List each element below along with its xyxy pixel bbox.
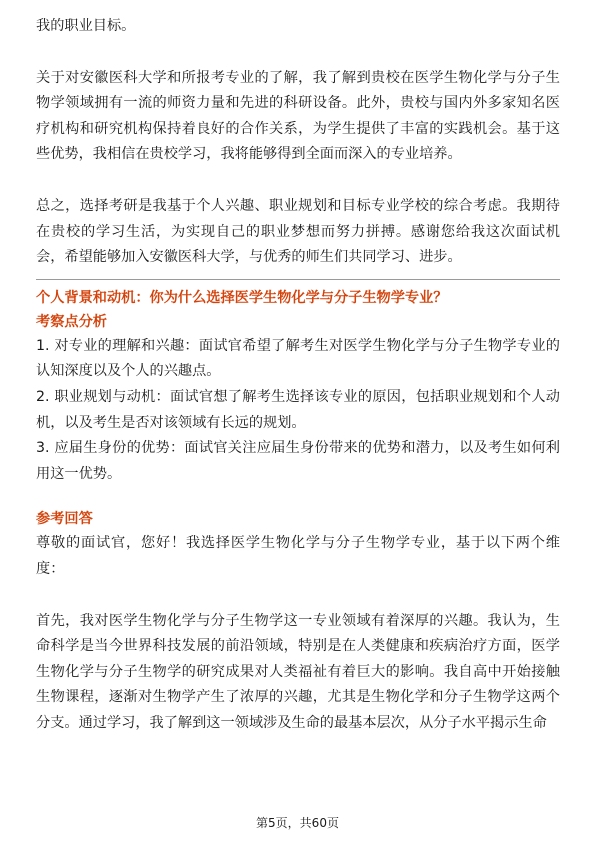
answer-opening: 尊敬的面试官，您好！我选择医学生物化学与分子生物学专业，基于以下两个维度： [36, 535, 560, 577]
answer-paragraph-interest: 首先，我对医学生物化学与分子生物学这一专业领域有着深厚的兴趣。我认为，生命科学是当今世界科技发展的前沿领域，特别是在人类健康和疾病治疗方面，医学生物化学与分子生物学的研究成果对人类福祉有着巨大的影响。我自高中开始接触生物课程，逐渐对生物学产生了浓厚的兴趣，尤其是生物化学和分子生物学这两个分支。通过学习，我了解到这一领域涉及生命的最基本层次，从分子水平揭示生命 [36, 612, 560, 731]
answer-heading: 参考回答 [36, 511, 93, 528]
intro-paragraph-conclusion: 总之，选择考研是我基于个人兴趣、职业规划和目标专业学校的综合考虑。我期待在贵校的学习生活，为实现自己的职业梦想而努力拼搏。感谢您给我这次面试机会，希望能够加入安徽医科大学，与优秀的师生们共同学习、进步。 [36, 197, 560, 266]
analysis-heading: 考察点分析 [36, 313, 107, 330]
section-divider [36, 279, 560, 280]
page-number: 第5页，共60页 [256, 816, 339, 830]
analysis-point-1: 1. 对专业的理解和兴趣：面试官希望了解考生对医学生物化学与分子生物学专业的认知深度以及个人的兴趣点。 [36, 337, 560, 380]
analysis-point-2: 2. 职业规划与动机：面试官想了解考生选择该专业的原因，包括职业规划和个人动机，以及考生是否对该领域有长远的规划。 [36, 388, 560, 431]
intro-paragraph-university: 关于对安徽医科大学和所报考专业的了解，我了解到贵校在医学生物化学与分子生物学领域拥有一流的师资力量和先进的科研设备。此外，贵校与国内外多家知名医疗机构和研究机构保持着良好的合作关系，为学生提供了丰富的实践机会。基于这些优势，我相信在贵校学习，我将能够得到全面而深入的专业培养。 [36, 69, 560, 163]
intro-tail-line: 我的职业目标。 [36, 18, 136, 34]
question-title: 个人背景和动机：你为什么选择医学生物化学与分子生物学专业？ [36, 289, 448, 306]
document-page [36, 14, 560, 736]
analysis-point-3: 3. 应届生身份的优势：面试官关注应届生身份带来的优势和潜力，以及考生如何利用这一优势。 [36, 440, 560, 482]
